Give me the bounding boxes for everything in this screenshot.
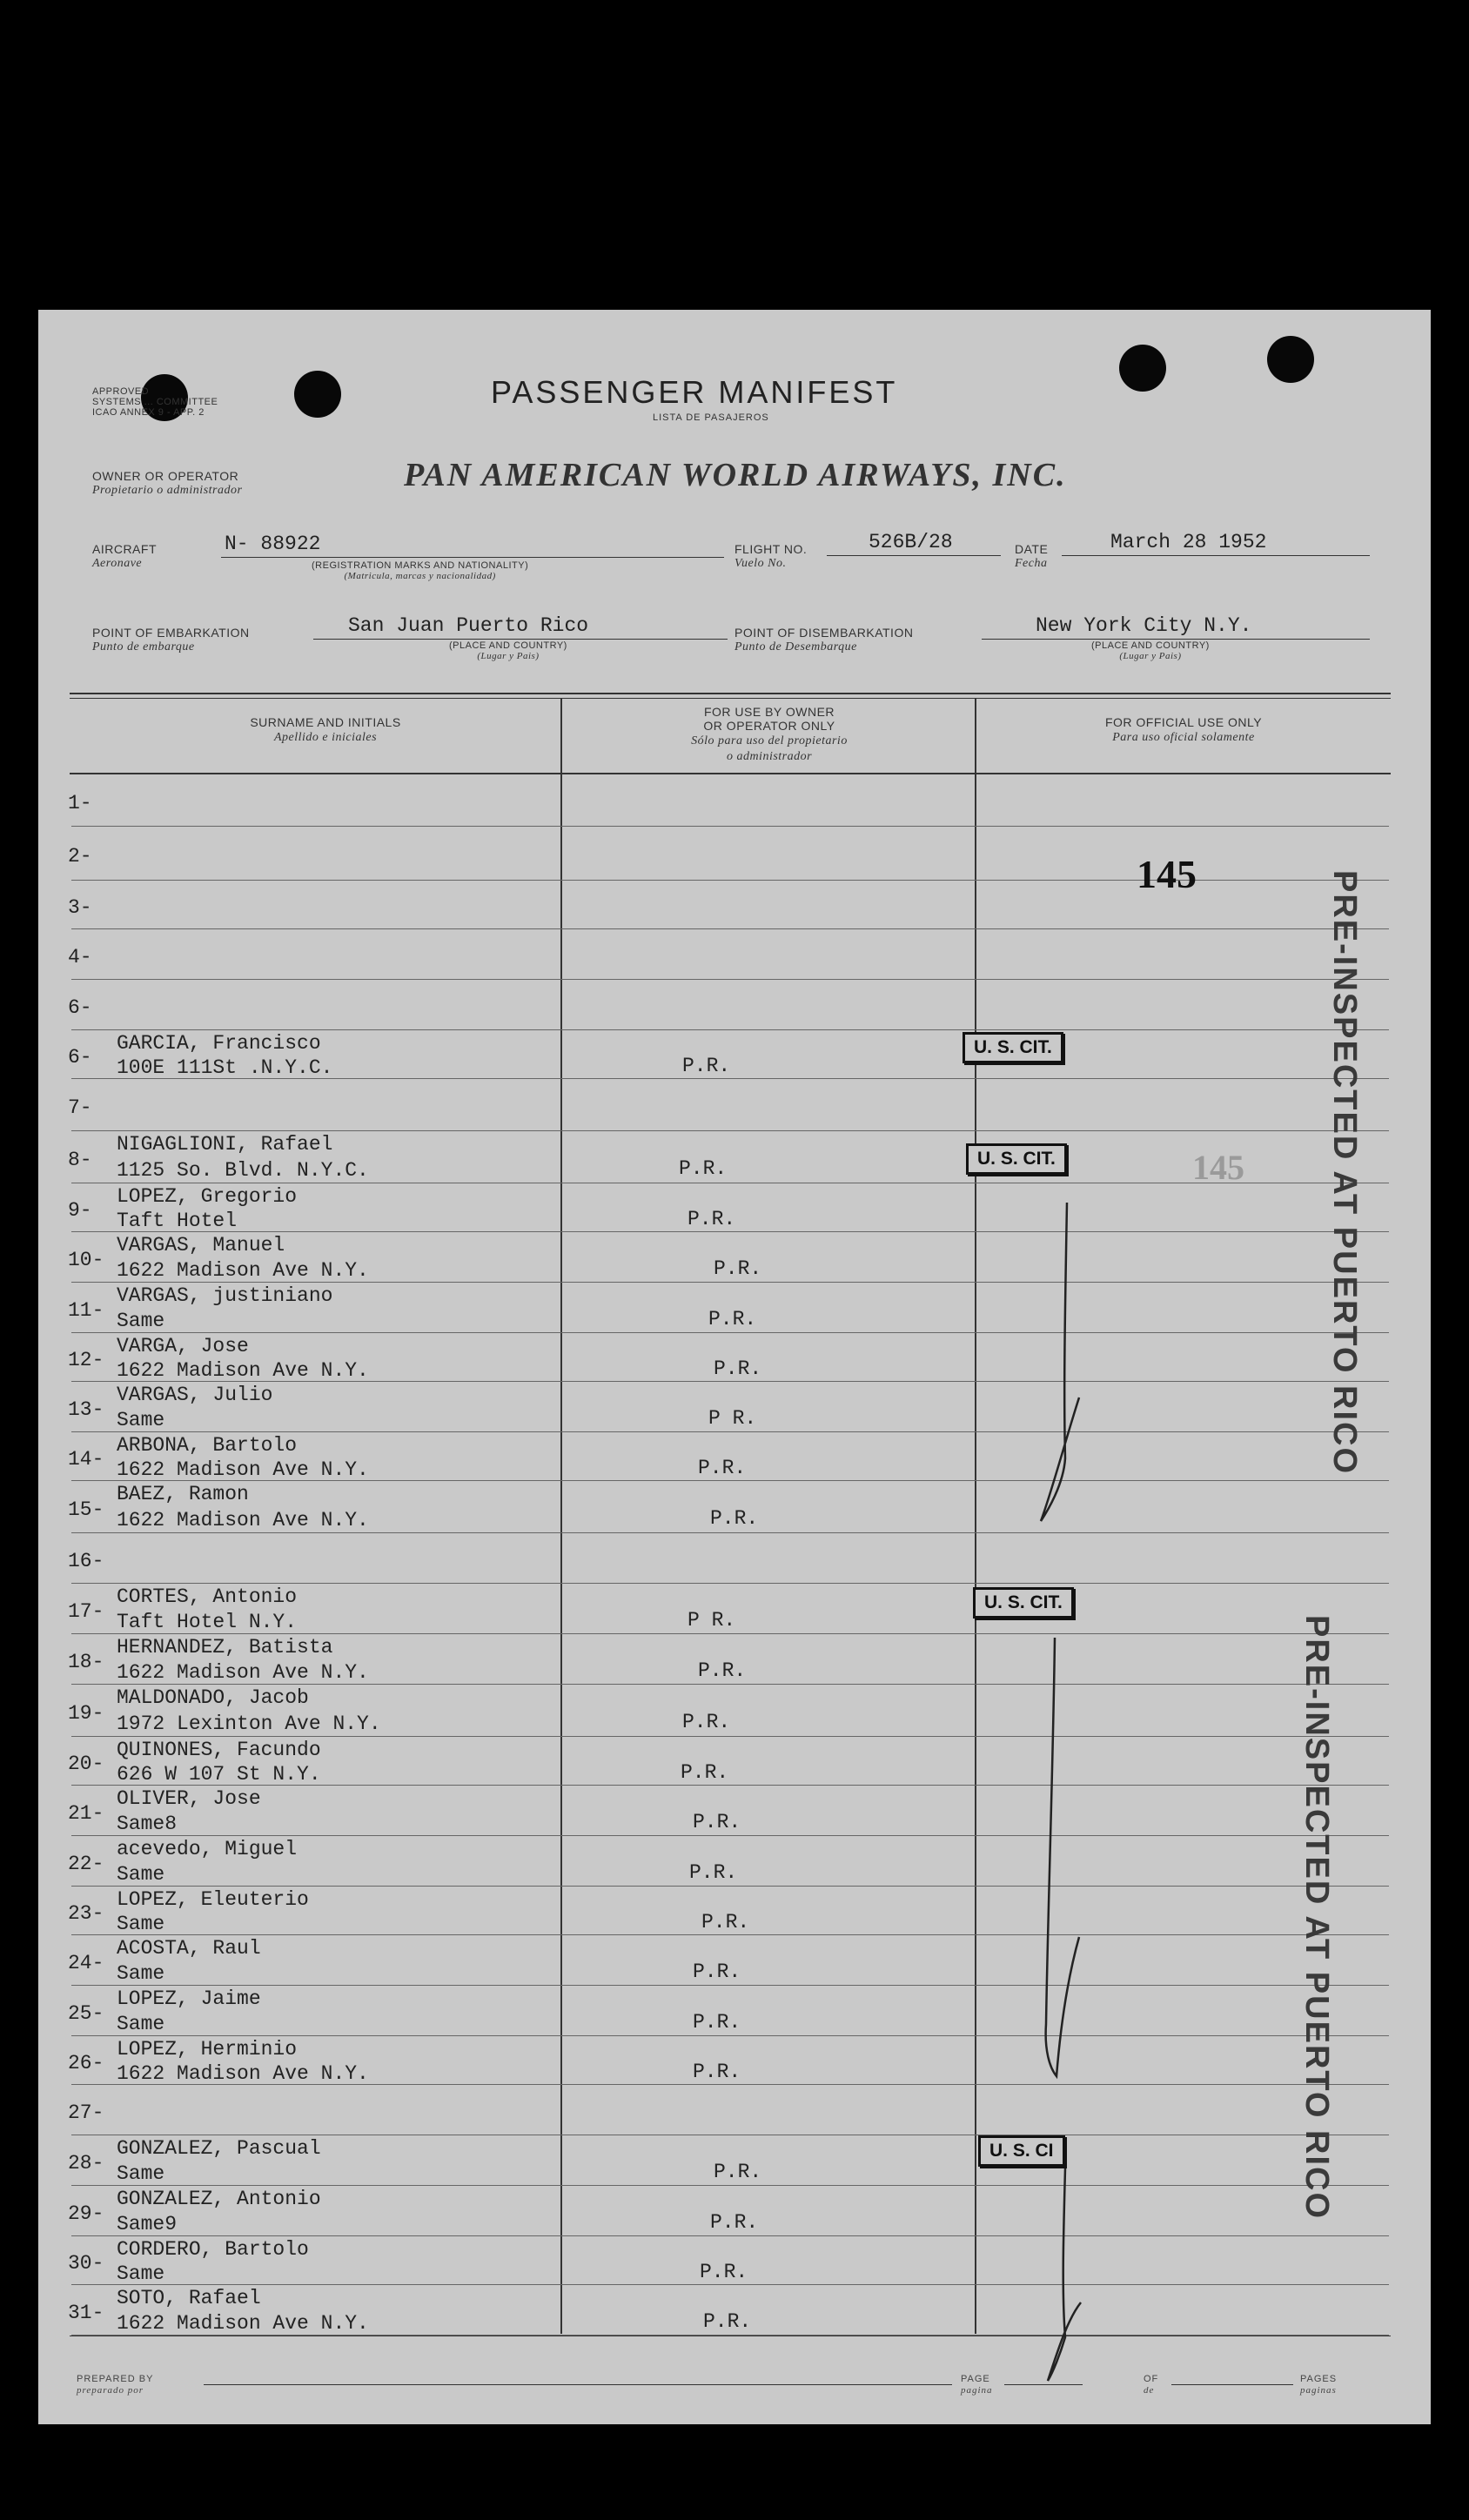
table-top-rule	[70, 693, 1391, 694]
us-citizen-stamp: U. S. CIT.	[973, 1587, 1074, 1619]
passenger-address: Same	[117, 2013, 165, 2035]
passenger-address: 100E 111St .N.Y.C.	[117, 1056, 333, 1079]
of-underline	[1171, 2384, 1293, 2385]
row-number: 18-	[68, 1651, 104, 1673]
us-citizen-stamp: U. S. CIT.	[963, 1032, 1063, 1063]
embarkation-underline	[313, 639, 728, 640]
pages-label: PAGES paginas	[1300, 2374, 1338, 2396]
origin-code: P.R.	[681, 1761, 729, 1784]
passenger-address: 1125 So. Blvd. N.Y.C.	[117, 1159, 369, 1182]
of-label: OF de	[1144, 2374, 1159, 2396]
passenger-address: 1622 Madison Ave N.Y.	[117, 1509, 369, 1531]
origin-code: P R.	[708, 1407, 757, 1430]
row-divider	[71, 2185, 1389, 2186]
passenger-name: LOPEZ, Eleuterio	[117, 1888, 309, 1911]
origin-code: P.R.	[693, 1811, 741, 1833]
row-divider	[71, 1332, 1389, 1333]
row-number: 24-	[68, 1952, 104, 1974]
origin-code: P.R.	[710, 1507, 759, 1530]
passenger-address: Same8	[117, 1813, 178, 1835]
origin-code: P.R.	[682, 1711, 731, 1733]
column-header-owner-use: FOR USE BY OWNER OR OPERATOR ONLY Sólo para uso del propietario o administrador	[691, 705, 848, 763]
passenger-address: Same9	[117, 2213, 178, 2235]
disembarkation-place-note: (PLACE AND COUNTRY) (Lugar y Pais)	[1091, 640, 1210, 661]
column-divider	[560, 698, 562, 2334]
punch-hole	[1267, 336, 1314, 383]
origin-code: P R.	[688, 1609, 736, 1632]
row-divider	[71, 979, 1389, 980]
row-number: 21-	[68, 1802, 104, 1825]
passenger-name: SOTO, Rafael	[117, 2287, 261, 2309]
page-subtitle: LISTA DE PASAJEROS	[653, 412, 769, 423]
origin-code: P.R.	[679, 1157, 728, 1180]
row-number: 26-	[68, 2052, 104, 2074]
row-number: 4-	[68, 946, 92, 968]
passenger-name: QUINONES, Facundo	[117, 1739, 321, 1761]
check-mark-signature	[1013, 1197, 1083, 1528]
origin-code: P.R.	[693, 2061, 741, 2083]
passenger-name: acevedo, Miguel	[117, 1838, 298, 1860]
origin-code: P.R.	[714, 2161, 762, 2183]
row-number: 13-	[68, 1398, 104, 1421]
row-number: 9-	[68, 1199, 92, 1222]
passenger-address: Taft Hotel	[117, 1210, 238, 1232]
passenger-name: BAEZ, Ramon	[117, 1483, 249, 1505]
origin-code: P.R.	[693, 1960, 741, 1983]
passenger-address: 1622 Madison Ave N.Y.	[117, 1661, 369, 1684]
row-divider	[71, 1282, 1389, 1283]
passenger-address: 1972 Lexinton Ave N.Y.	[117, 1712, 381, 1735]
embarkation-value: San Juan Puerto Rico	[348, 614, 589, 637]
preinspected-stamp: PRE-INSPECTED AT PUERTO RICO	[1326, 870, 1363, 1476]
passenger-name: HERNANDEZ, Batista	[117, 1636, 333, 1659]
passenger-address: Same	[117, 1409, 165, 1431]
passenger-address: Taft Hotel N.Y.	[117, 1611, 298, 1633]
table-top-rule-2	[70, 698, 1391, 699]
origin-code: P.R.	[714, 1257, 762, 1280]
origin-code: P.R.	[708, 1308, 757, 1330]
row-number: 10-	[68, 1249, 104, 1271]
row-divider	[71, 928, 1389, 929]
row-divider	[71, 826, 1389, 827]
row-divider	[71, 1231, 1389, 1232]
row-number: 8-	[68, 1149, 92, 1171]
passenger-name: ARBONA, Bartolo	[117, 1434, 298, 1457]
row-divider	[71, 1583, 1389, 1584]
manifest-sheet	[38, 310, 1431, 2424]
column-header-surname: SURNAME AND INITIALS Apellido e iniciales	[250, 715, 401, 744]
row-number: 1-	[68, 792, 92, 814]
punch-hole	[1119, 345, 1166, 392]
passenger-address: Same	[117, 2262, 165, 2285]
passenger-name: GONZALEZ, Pascual	[117, 2137, 321, 2160]
disembarkation-underline	[982, 639, 1370, 640]
row-divider	[71, 2284, 1389, 2285]
row-number: 19-	[68, 1702, 104, 1725]
official-count: 145	[1137, 852, 1197, 896]
passenger-name: VARGAS, Julio	[117, 1384, 273, 1406]
approval-note: APPROVED SYSTEMS ... COMMITTEE ICAO ANNEX 9 - APP. 2	[92, 386, 218, 418]
aircraft-label: AIRCRAFT Aeronave	[92, 542, 157, 570]
row-number: 23-	[68, 1902, 104, 1925]
row-divider	[71, 1130, 1389, 1131]
origin-code: P.R.	[693, 2011, 741, 2034]
origin-code: P.R.	[714, 1357, 762, 1380]
table-header-rule	[70, 773, 1391, 774]
row-number: 20-	[68, 1753, 104, 1775]
aircraft-underline	[221, 557, 724, 558]
passenger-name: LOPEZ, Gregorio	[117, 1185, 298, 1208]
row-divider	[71, 2235, 1389, 2236]
check-mark-signature	[1004, 1632, 1083, 2085]
date-value: March 28 1952	[1110, 531, 1267, 553]
row-divider	[71, 1934, 1389, 1935]
row-divider	[71, 1532, 1389, 1533]
origin-code: P.R.	[688, 1208, 736, 1230]
passenger-name: GONZALEZ, Antonio	[117, 2188, 321, 2210]
row-number: 25-	[68, 2002, 104, 2025]
row-number: 12-	[68, 1349, 104, 1371]
embarkation-place-note: (PLACE AND COUNTRY) (Lugar y Pais)	[449, 640, 567, 661]
row-divider	[71, 1736, 1389, 1737]
row-number: 17-	[68, 1600, 104, 1623]
row-number: 11-	[68, 1299, 104, 1322]
passenger-name: LOPEZ, Herminio	[117, 2038, 298, 2061]
row-number: 6-	[68, 996, 92, 1019]
page-underline	[1004, 2384, 1083, 2385]
origin-code: P.R.	[698, 1457, 747, 1479]
column-divider	[975, 698, 976, 2334]
row-number: 22-	[68, 1853, 104, 1875]
origin-code: P.R.	[703, 2310, 752, 2333]
row-divider	[71, 2335, 1389, 2336]
date-label: DATE Fecha	[1015, 542, 1049, 570]
prepared-underline	[204, 2384, 952, 2385]
passenger-name: VARGAS, justiniano	[117, 1284, 333, 1307]
disembarkation-value: New York City N.Y.	[1036, 614, 1252, 637]
preinspected-stamp: PRE-INSPECTED AT PUERTO RICO	[1298, 1615, 1335, 2221]
disembarkation-label: POINT OF DISEMBARKATION Punto de Desembarque	[734, 626, 914, 653]
flight-label: FLIGHT NO. Vuelo No.	[734, 542, 808, 570]
origin-code: P.R.	[698, 1659, 747, 1682]
passenger-address: Same	[117, 2162, 165, 2185]
row-number: 28-	[68, 2152, 104, 2175]
passenger-name: VARGAS, Manuel	[117, 1234, 285, 1257]
row-number: 3-	[68, 896, 92, 919]
passenger-name: CORTES, Antonio	[117, 1585, 298, 1608]
row-divider	[71, 1633, 1389, 1634]
passenger-address: 1622 Madison Ave N.Y.	[117, 2062, 369, 2085]
passenger-name: LOPEZ, Jaime	[117, 1987, 261, 2010]
row-number: 14-	[68, 1448, 104, 1471]
origin-code: P.R.	[710, 2211, 759, 2234]
passenger-name: MALDONADO, Jacob	[117, 1686, 309, 1709]
passenger-name: NIGAGLIONI, Rafael	[117, 1133, 333, 1156]
row-number: 16-	[68, 1550, 104, 1572]
airline-name: PAN AMERICAN WORLD AIRWAYS, INC.	[404, 457, 1067, 493]
origin-code: P.R.	[682, 1055, 731, 1077]
row-number: 15-	[68, 1498, 104, 1521]
passenger-name: OLIVER, Jose	[117, 1787, 261, 1810]
row-number: 30-	[68, 2252, 104, 2275]
origin-code: P.R.	[700, 2261, 748, 2283]
row-divider	[71, 1985, 1389, 1986]
date-underline	[1062, 555, 1370, 556]
row-divider	[71, 2035, 1389, 2036]
row-divider	[71, 1431, 1389, 1432]
passenger-name: VARGA, Jose	[117, 1335, 249, 1357]
passenger-name: CORDERO, Bartolo	[117, 2238, 309, 2261]
flight-value: 526B/28	[869, 531, 953, 553]
passenger-name: ACOSTA, Raul	[117, 1937, 261, 1960]
row-divider	[71, 1886, 1389, 1887]
passenger-address: Same	[117, 1913, 165, 1935]
row-number: 27-	[68, 2101, 104, 2124]
passenger-address: 1622 Madison Ave N.Y.	[117, 1359, 369, 1382]
row-number: 31-	[68, 2302, 104, 2324]
embarkation-label: POINT OF EMBARKATION Punto de embarque	[92, 626, 250, 653]
row-divider	[71, 1029, 1389, 1030]
origin-code: P.R.	[689, 1861, 738, 1884]
passenger-address: Same	[117, 1310, 165, 1332]
passenger-address: 1622 Madison Ave N.Y.	[117, 1458, 369, 1481]
page-label: PAGE pagina	[961, 2374, 993, 2396]
prepared-by: PREPARED BY preparado por	[77, 2374, 154, 2396]
owner-label: OWNER OR OPERATOR Propietario o administrador	[92, 469, 243, 497]
row-number: 29-	[68, 2202, 104, 2225]
passenger-address: 626 W 107 St N.Y.	[117, 1763, 321, 1786]
aircraft-value: N- 88922	[225, 533, 321, 555]
page-title: PASSENGER MANIFEST	[491, 374, 898, 410]
passenger-name: GARCIA, Francisco	[117, 1032, 321, 1055]
row-divider	[71, 1684, 1389, 1685]
row-number: 2-	[68, 845, 92, 868]
flight-underline	[827, 555, 1001, 556]
row-number: 6-	[68, 1046, 92, 1069]
origin-code: P.R.	[701, 1911, 750, 1934]
column-header-official: FOR OFFICIAL USE ONLY Para uso oficial solamente	[1104, 715, 1263, 744]
passenger-address: Same	[117, 1863, 165, 1886]
passenger-address: 1622 Madison Ave N.Y.	[117, 2312, 369, 2335]
faint-count: 145	[1192, 1148, 1244, 1187]
us-citizen-stamp: U. S. CIT.	[966, 1143, 1067, 1175]
passenger-address: Same	[117, 1962, 165, 1985]
passenger-address: 1622 Madison Ave N.Y.	[117, 1259, 369, 1282]
check-mark-signature	[1004, 2163, 1083, 2389]
row-divider	[71, 1835, 1389, 1836]
row-number: 7-	[68, 1096, 92, 1119]
us-citizen-stamp-partial: U. S. CI	[978, 2135, 1065, 2167]
registration-note: (REGISTRATION MARKS AND NATIONALITY) (Matricula, marcas y nacionalidad)	[312, 560, 529, 581]
punch-hole	[294, 371, 341, 418]
